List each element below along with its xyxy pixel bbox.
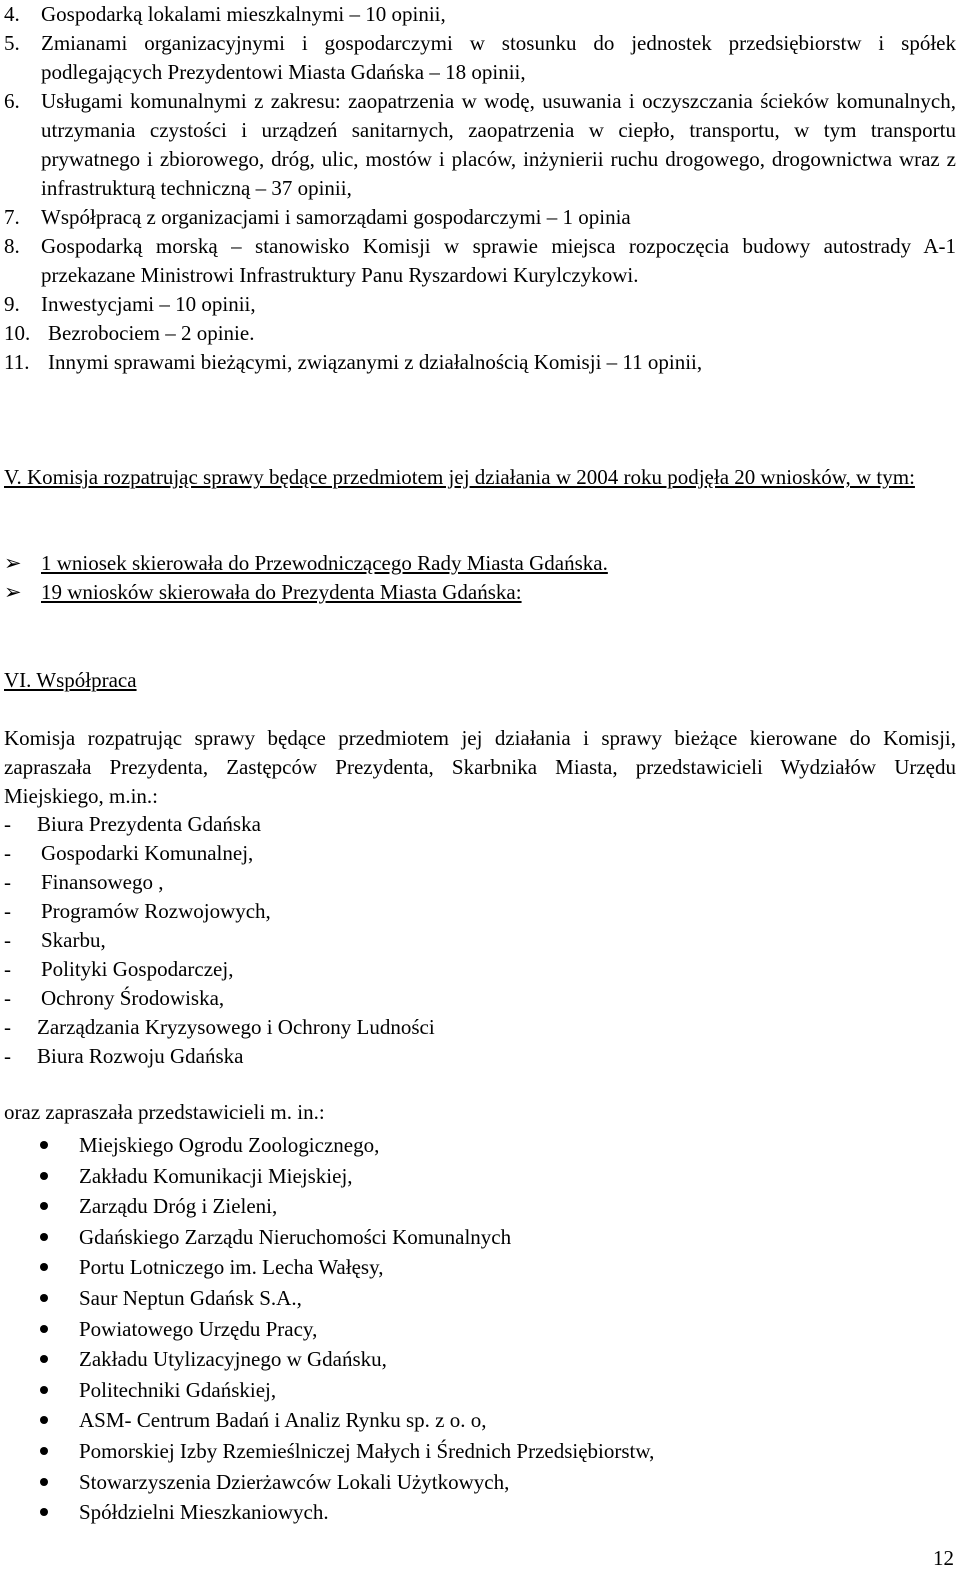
list-item <box>4 1042 956 1071</box>
bullet-dot-icon <box>40 1141 48 1149</box>
item-number: 6. <box>4 89 20 113</box>
item-text: Innymi sprawami bieżącymi, związanymi z działalnością Komisji – 11 opinii, <box>48 350 703 374</box>
bullet-dot-icon <box>40 1508 48 1516</box>
list-item <box>4 29 956 87</box>
bullet-dot-icon <box>40 1202 48 1210</box>
institutions-list <box>4 1130 956 1528</box>
item-text: Biura Prezydenta Gdańska <box>37 812 261 836</box>
item-text: Inwestycjami – 10 opinii, <box>41 292 256 316</box>
item-text: Politechniki Gdańskiej, <box>79 1377 277 1402</box>
bullet-dot-icon <box>40 1294 48 1302</box>
list-item <box>4 1375 956 1406</box>
dash-marker: - <box>4 870 11 894</box>
item-text: 1 wniosek skierowała do Przewodniczącego Rady Miasta Gdańska. <box>41 551 608 575</box>
list-item <box>4 1314 956 1345</box>
bullet-dot-icon <box>40 1233 48 1241</box>
dash-marker: - <box>4 899 11 923</box>
item-text: Zarządzania Kryzysowego i Ochrony Ludności <box>37 1015 435 1039</box>
dash-marker: - <box>4 1015 11 1039</box>
departments-list <box>4 810 956 1071</box>
list-item <box>4 0 956 29</box>
item-text: Stowarzyszenia Dzierżawców Lokali Użytkowych, <box>79 1469 510 1494</box>
bullet-dot-icon <box>40 1447 48 1455</box>
section-v <box>4 463 956 492</box>
list-item <box>4 810 956 839</box>
bullet-dot-icon <box>40 1478 48 1486</box>
item-number: 5. <box>4 31 20 55</box>
bullet-dot-icon <box>40 1263 48 1271</box>
list-item <box>4 290 956 319</box>
item-text: Zakładu Utylizacyjnego w Gdańsku, <box>79 1347 387 1372</box>
item-number: 10. <box>4 321 31 345</box>
item-text: Współpracą z organizacjami i samorządami gospodarczymi – 1 opinia <box>41 205 631 229</box>
list-item <box>4 984 956 1013</box>
item-text: Zmianami organizacyjnymi i gospodarczymi w stosunku do jednostek przedsiębiorstw i spółek podlegających Prezydentowi Miasta Gdańska – 18 opinii, <box>41 31 956 84</box>
list-item <box>4 232 956 290</box>
item-text: Saur Neptun Gdańsk S.A., <box>79 1285 302 1310</box>
bullet-dot-icon <box>40 1355 48 1363</box>
dash-marker: - <box>4 812 11 836</box>
item-text: Bezrobociem – 2 opinie. <box>48 321 255 345</box>
list-item <box>4 578 956 607</box>
item-text: Gdańskiego Zarządu Nieruchomości Komunalnych <box>79 1224 512 1249</box>
page-number: 12 <box>933 1546 954 1570</box>
item-text: Miejskiego Ogrodu Zoologicznego, <box>79 1133 380 1157</box>
item-text: Gospodarki Komunalnej, <box>41 841 254 865</box>
item-text: Zakładu Komunikacji Miejskiej, <box>79 1163 353 1188</box>
arrow-bullet-icon: ➢ <box>4 580 22 604</box>
list-item <box>4 549 956 578</box>
item-number: 7. <box>4 205 20 229</box>
list-item <box>4 1497 956 1528</box>
list-item <box>4 1467 956 1498</box>
list-item <box>4 839 956 868</box>
list-item <box>4 926 956 955</box>
list-item <box>4 1130 956 1161</box>
dash-marker: - <box>4 928 11 952</box>
list-item <box>4 203 956 232</box>
item-text: Polityki Gospodarczej, <box>41 957 234 981</box>
item-text: Gospodarką lokalami mieszkalnymi – 10 opinii, <box>41 2 446 26</box>
invited-intro: oraz zapraszała przedstawicieli m. in.: <box>4 1100 325 1124</box>
item-text: Skarbu, <box>41 928 106 952</box>
list-item <box>4 955 956 984</box>
item-text: Spółdzielni Mieszkaniowych. <box>79 1500 329 1525</box>
numbered-list <box>4 0 956 377</box>
arrow-bullet-icon: ➢ <box>4 551 22 575</box>
list-item <box>4 1436 956 1467</box>
item-text: Finansowego , <box>41 870 164 894</box>
bullet-dot-icon <box>40 1325 48 1333</box>
list-item <box>4 1344 956 1375</box>
bullet-dot-icon <box>40 1172 48 1180</box>
item-number: 11. <box>4 350 30 374</box>
dash-marker: - <box>4 986 11 1010</box>
item-text: Powiatowego Urzędu Pracy, <box>79 1316 318 1341</box>
item-text: Ochrony Środowiska, <box>41 986 225 1010</box>
section-v-heading: V. Komisja rozpatrując sprawy będące przedmiotem jej działania w 2004 roku podjęła 20 wniosków, w tym: <box>4 465 915 489</box>
item-text: Portu Lotniczego im. Lecha Wałęsy, <box>79 1255 384 1280</box>
item-text: ASM- Centrum Badań i Analiz Rynku sp. z o. o, <box>79 1408 487 1433</box>
list-item <box>4 1252 956 1283</box>
list-item <box>4 1222 956 1253</box>
list-item <box>4 868 956 897</box>
item-text: Zarządu Dróg i Zieleni, <box>79 1194 278 1219</box>
list-item <box>4 319 956 348</box>
dash-marker: - <box>4 957 11 981</box>
list-item <box>4 87 956 203</box>
list-item <box>4 1283 956 1314</box>
item-text: 19 wniosków skierowała do Prezydenta Miasta Gdańska: <box>41 580 522 604</box>
bullet-dot-icon <box>40 1416 48 1424</box>
item-text: Gospodarką morską – stanowisko Komisji w sprawie miejsca rozpoczęcia budowy autostrady A-1 przekazane Ministrowi Infrastruktury Panu Ryszardowi Kurylczykowi. <box>41 234 956 287</box>
item-number: 4. <box>4 2 20 26</box>
bullet-dot-icon <box>40 1386 48 1394</box>
section-vi-paragraph: Komisja rozpatrując sprawy będące przedmiotem jej działania i sprawy bieżące kierowane do Komisji, zapraszała Prezydenta, Zastępców Prezydenta, Skarbnika Miasta, przedstawicieli Wydziałów Urzędu Miejskiego, m.in.: <box>4 726 956 808</box>
list-item <box>4 1405 956 1436</box>
list-item <box>4 1191 956 1222</box>
item-text: Pomorskiej Izby Rzemieślniczej Małych i Średnich Przedsiębiorstw, <box>79 1438 655 1463</box>
list-item <box>4 1013 956 1042</box>
dash-marker: - <box>4 841 11 865</box>
item-number: 8. <box>4 234 20 258</box>
list-item <box>4 897 956 926</box>
item-text: Programów Rozwojowych, <box>41 899 271 923</box>
item-text: Usługami komunalnymi z zakresu: zaopatrzenia w wodę, usuwania i oczyszczania ścieków komunalnych, utrzymania czystości i urządzeń sanitarnych, zaopatrzenia w ciepło, transportu, w tym transportu prywatnego i zbiorowego, dróg, ulic, mostów i placów, inżynierii ruchu drogowego, drogownictwa wraz z infrastrukturą techniczną – 37 opinii, <box>41 89 956 200</box>
list-item <box>4 1161 956 1192</box>
item-number: 9. <box>4 292 20 316</box>
item-text: Biura Rozwoju Gdańska <box>37 1044 244 1068</box>
section-v-list <box>4 549 956 607</box>
dash-marker: - <box>4 1044 11 1068</box>
list-item <box>4 348 956 377</box>
section-vi-heading: VI. Współpraca <box>4 668 137 692</box>
